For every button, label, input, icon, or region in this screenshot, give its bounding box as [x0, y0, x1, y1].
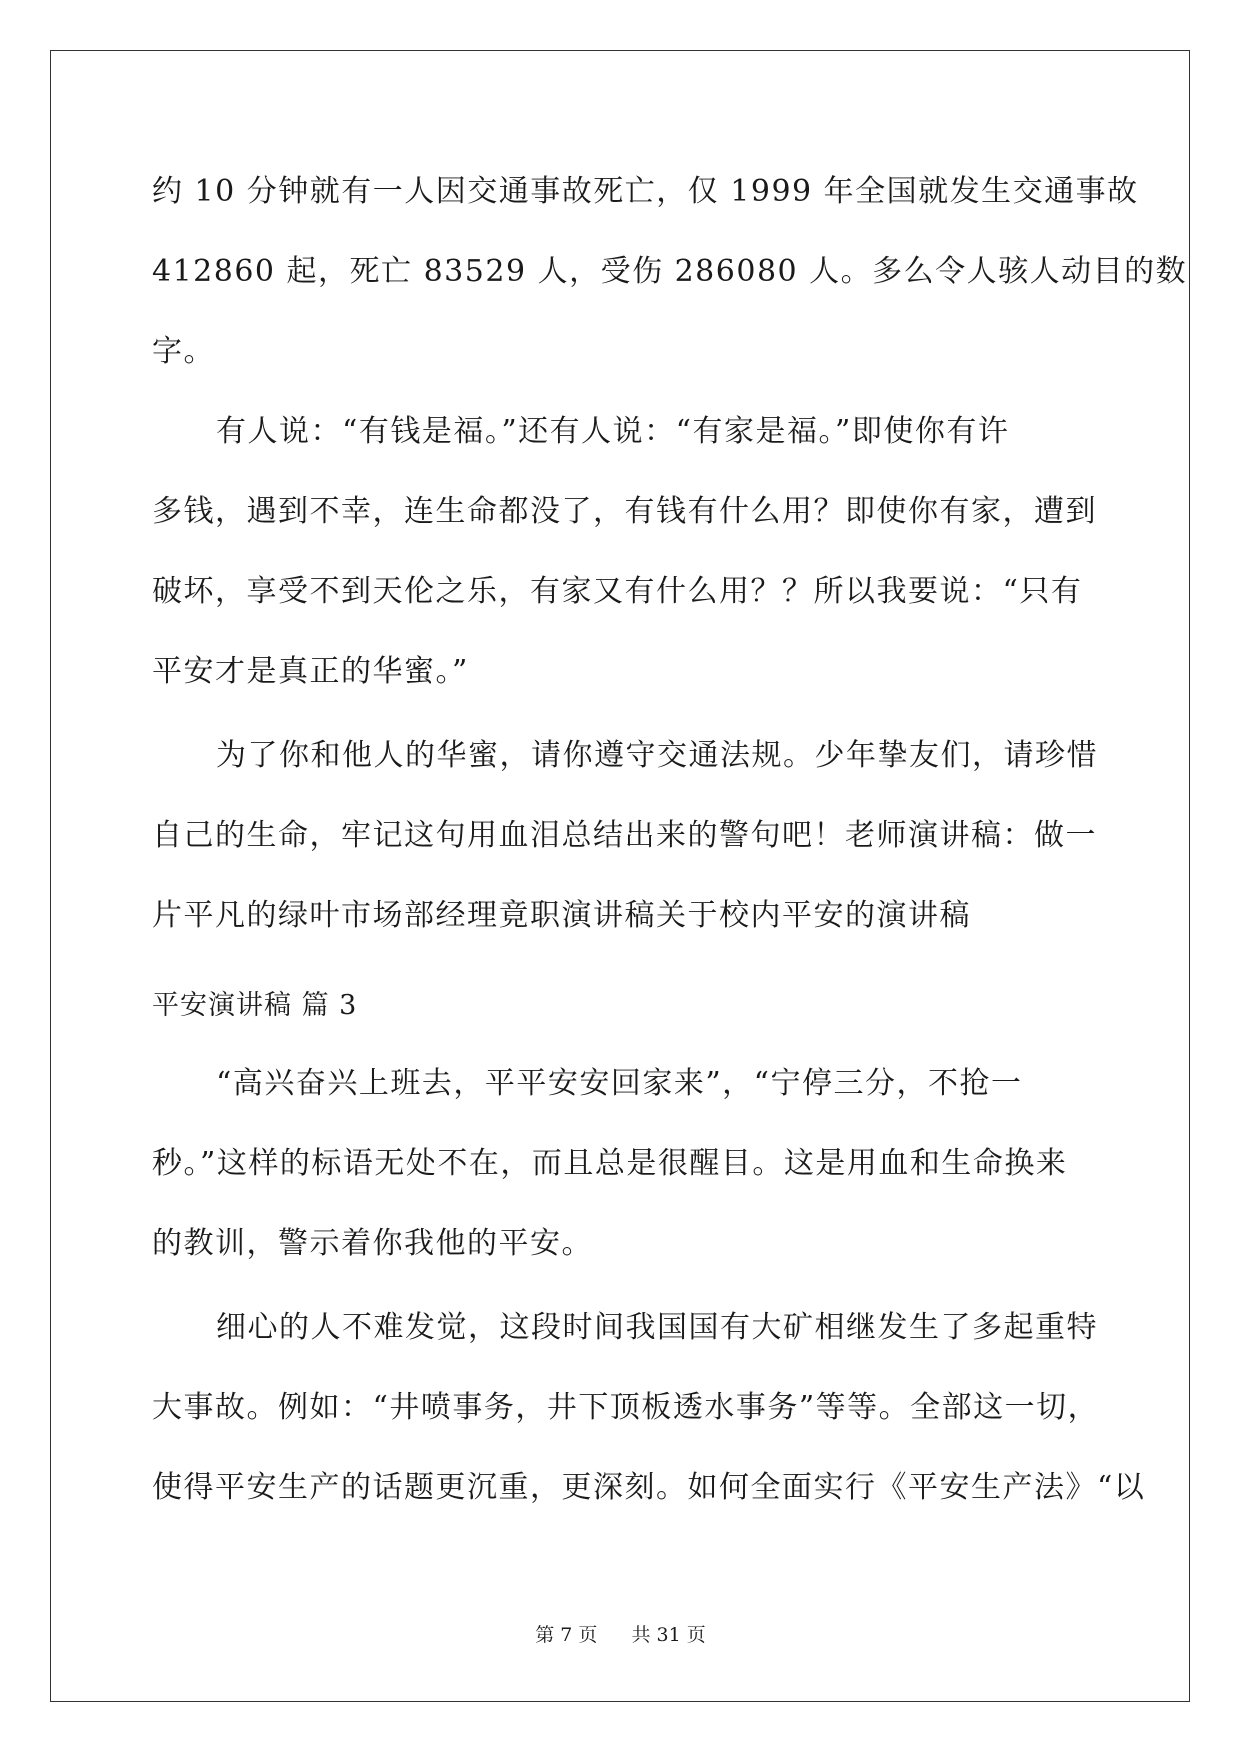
text-line: 秒。”这样的标语无处不在，而且总是很醒目。这是用血和生命换来: [152, 1146, 1068, 1181]
text-line: 大事故。例如：“井喷事务，井下顶板透水事务”等等。全部这一切，: [152, 1390, 1100, 1425]
text-line: 字。: [152, 334, 215, 369]
page-total: 共 31 页: [631, 1624, 706, 1646]
text-line: 片平凡的绿叶市场部经理竟职演讲稿关于校内平安的演讲稿: [152, 898, 971, 933]
text-line: 多钱，遇到不幸，连生命都没了，有钱有什么用？即使你有家，遭到: [152, 494, 1097, 529]
text-line: 使得平安生产的话题更沉重，更深刻。如何全面实行《平安生产法》“以: [152, 1470, 1146, 1505]
section-heading: 平安演讲稿 篇 3: [152, 990, 358, 1021]
page-footer: [0, 1622, 1241, 1648]
paragraph-first-line: “高兴奋兴上班去，平平安安回家来”，“宁停三分，不抢一: [216, 1066, 1023, 1101]
page-number: 第 7 页: [535, 1624, 598, 1646]
paragraph-first-line: 细心的人不难发觉，这段时间我国国有大矿相继发生了多起重特: [216, 1310, 1098, 1345]
text-line: 破坏，享受不到天伦之乐，有家又有什么用？？所以我要说：“只有: [152, 574, 1083, 609]
page-border: [50, 50, 1190, 1702]
paragraph-first-line: 为了你和他人的华蜜，请你遵守交通法规。少年挚友们，请珍惜: [216, 738, 1098, 773]
text-line: 412860 起，死亡 83529 人，受伤 286080 人。多么令人骇人动目的数: [152, 254, 1188, 289]
text-line: 约 10 分钟就有一人因交通事故死亡，仅 1999 年全国就发生交通事故: [152, 174, 1139, 209]
text-line: 平安才是真正的华蜜。”: [152, 654, 469, 689]
paragraph-first-line: 有人说：“有钱是福。”还有人说：“有家是福。”即使你有许: [216, 414, 1010, 449]
text-line: 的教训，警示着你我他的平安。: [152, 1226, 593, 1261]
text-line: 自己的生命，牢记这句用血泪总结出来的警句吧！老师演讲稿：做一: [152, 818, 1097, 853]
